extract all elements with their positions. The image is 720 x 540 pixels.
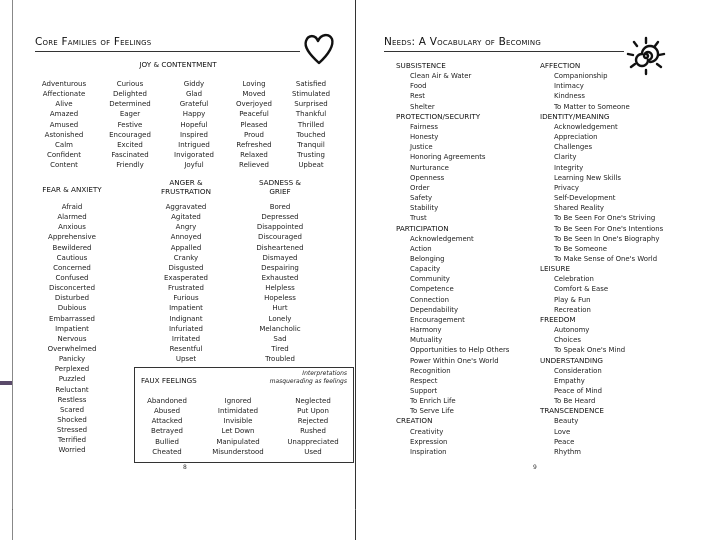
feeling-word: Reluctant <box>55 385 89 394</box>
joy-column-3 <box>161 79 227 170</box>
feeling-word: Despairing <box>261 263 299 272</box>
faux-feeling-word: Bullied <box>155 437 179 446</box>
feeling-word: Invigorated <box>174 150 214 159</box>
faux-feeling-word: Abused <box>153 407 181 416</box>
feeling-word: Embarrassed <box>49 314 95 323</box>
need-item: Action <box>410 244 432 253</box>
joy-column-5 <box>273 79 349 170</box>
need-item: Comfort & Ease <box>554 285 609 294</box>
need-item: Respect <box>410 376 438 385</box>
faux-feelings-header: FAUX FEELINGS <box>141 376 197 385</box>
need-category-heading: UNDERSTANDING <box>540 355 603 365</box>
slide-accent-bar <box>0 381 12 385</box>
need-item: Beauty <box>554 417 579 426</box>
need-category-heading: SUBSISTENCE <box>396 61 446 70</box>
feeling-word: Bored <box>269 203 291 211</box>
sadness-header-line1: SADNESS & <box>258 178 302 187</box>
faux-feeling-word: Abandoned <box>147 397 187 405</box>
need-category-heading: PARTICIPATION <box>396 223 449 233</box>
need-item: Nurturance <box>410 163 449 172</box>
need-item: Harmony <box>410 326 442 335</box>
feeling-word: Restless <box>57 395 87 404</box>
title-underline <box>35 51 300 52</box>
feeling-word: Frustrated <box>168 284 204 293</box>
need-item: Honesty <box>410 133 439 142</box>
feeling-word: Excited <box>117 140 143 149</box>
feeling-word: Terrified <box>57 436 87 445</box>
needs-left-column <box>396 61 546 457</box>
need-item: Challenges <box>554 143 593 152</box>
feeling-word: Determined <box>109 100 151 109</box>
need-category-heading: AFFECTION <box>540 61 581 70</box>
feeling-word: Confused <box>55 273 89 282</box>
anger-header-line2: FRUSTRATION <box>161 187 211 196</box>
need-item: Integrity <box>554 163 584 172</box>
feeling-word: Upbeat <box>298 161 324 170</box>
sadness-header-line2: GRIEF <box>269 187 291 196</box>
left-page <box>13 0 355 510</box>
need-item: Love <box>554 427 571 436</box>
feeling-word: Apprehensive <box>48 233 96 242</box>
need-item: Empathy <box>554 376 585 385</box>
feeling-word: Tired <box>271 344 289 353</box>
faux-feeling-word: Neglected <box>295 397 331 405</box>
feeling-word: Cranky <box>173 253 199 262</box>
need-item: Food <box>410 82 427 91</box>
need-item: To Speak One's Mind <box>554 346 626 355</box>
feeling-word: Cautious <box>56 253 88 262</box>
need-item: To Be Seen For One's Striving <box>554 214 656 223</box>
need-item: Support <box>410 387 438 395</box>
feeling-word: Disconcerted <box>48 284 96 293</box>
need-item: To Serve Life <box>410 407 454 416</box>
feeling-word: Moved <box>242 90 266 99</box>
joy-column-1 <box>31 79 97 170</box>
faux-feeling-word: Invisible <box>223 417 253 426</box>
need-item: Clarity <box>554 153 577 162</box>
feeling-word: Nervous <box>57 334 87 343</box>
feeling-word: Thankful <box>295 110 327 119</box>
feeling-word: Delighted <box>113 90 147 99</box>
feeling-word: Fascinated <box>111 150 149 159</box>
feeling-word: Grateful <box>179 100 209 109</box>
feeling-word: Troubled <box>265 355 295 364</box>
feeling-word: Confident <box>47 150 81 159</box>
page-number: 8 <box>183 464 187 471</box>
need-item: Learning New Skills <box>554 173 622 182</box>
need-item: Competence <box>410 285 454 294</box>
feeling-word: Calm <box>55 140 73 149</box>
faux-column-1 <box>135 396 199 457</box>
feeling-word: Relaxed <box>240 150 268 159</box>
need-item: Mutuality <box>410 336 443 345</box>
fear-header: FEAR & ANXIETY <box>42 185 102 194</box>
feeling-word: Scared <box>59 405 85 414</box>
need-item: Capacity <box>410 265 441 274</box>
need-item: Acknowledgement <box>554 122 618 131</box>
faux-note-line1: Interpretations <box>302 370 347 377</box>
need-item: Expression <box>410 437 448 446</box>
faux-feeling-word: Unappreciated <box>287 437 339 446</box>
faux-feeling-word: Attacked <box>151 417 183 426</box>
faux-feeling-word: Manipulated <box>216 437 260 446</box>
feeling-word: Proud <box>244 130 264 139</box>
need-category-heading: FREEDOM <box>540 314 576 324</box>
feeling-word: Panicky <box>58 355 86 364</box>
faux-feeling-word: Intimidated <box>217 407 259 416</box>
feeling-word: Overjoyed <box>236 100 272 109</box>
need-item: Stability <box>410 204 439 213</box>
faux-note-line2: masquerading as feelings <box>269 377 347 385</box>
joy-header: JOY & CONTENTMENT <box>139 60 217 69</box>
feeling-word: Melancholic <box>259 324 301 333</box>
need-item: Belonging <box>410 254 445 263</box>
faux-feelings-note <box>233 370 347 385</box>
need-category-heading: PROTECTION/SECURITY <box>396 111 481 121</box>
feeling-word: Dismayed <box>262 253 298 262</box>
feeling-word: Astonished <box>44 130 84 139</box>
faux-column-3 <box>277 396 349 457</box>
feeling-word: Peaceful <box>239 110 269 119</box>
feeling-word: Stressed <box>56 426 88 435</box>
feeling-word: Annoyed <box>170 233 202 242</box>
feeling-word: Impatient <box>169 304 203 313</box>
faux-feeling-word: Ignored <box>224 397 252 405</box>
need-category-heading: LEISURE <box>540 264 571 274</box>
need-item: Creativity <box>410 427 444 436</box>
need-item: Order <box>410 183 430 192</box>
feeling-word: Overwhelmed <box>47 344 97 353</box>
need-category-heading: CREATION <box>396 416 433 426</box>
feeling-word: Discouraged <box>258 233 302 242</box>
anger-header-line1: ANGER & <box>169 178 203 187</box>
feeling-word: Touched <box>296 130 326 139</box>
need-item: Intimacy <box>554 82 584 91</box>
feeling-word: Bewildered <box>52 243 92 252</box>
feeling-word: Agitated <box>171 213 201 222</box>
feeling-word: Refreshed <box>236 140 272 149</box>
need-item: Justice <box>410 143 433 152</box>
need-item: Self-Development <box>554 194 616 203</box>
feeling-word: Disturbed <box>54 294 90 303</box>
need-item: Inspiration <box>410 447 447 456</box>
need-item: Peace <box>554 437 575 446</box>
need-item: Appreciation <box>554 133 598 142</box>
need-item: Recognition <box>410 366 451 375</box>
feeling-word: Alarmed <box>57 213 87 222</box>
feeling-word: Afraid <box>61 203 83 211</box>
feeling-word: Exasperated <box>164 273 208 282</box>
feeling-word: Dubious <box>57 304 87 313</box>
feeling-word: Pleased <box>240 120 268 129</box>
feeling-word: Glad <box>185 90 203 99</box>
feeling-word: Hurt <box>272 304 288 313</box>
need-item: Recreation <box>554 305 591 314</box>
feeling-word: Content <box>50 161 78 170</box>
faux-feeling-word: Misunderstood <box>212 447 264 456</box>
feeling-word: Loving <box>242 80 266 88</box>
feeling-word: Adventurous <box>41 80 87 88</box>
feeling-word: Lonely <box>268 314 292 323</box>
faux-feeling-word: Cheated <box>152 447 182 456</box>
feeling-word: Happy <box>182 110 206 119</box>
feeling-word: Surprised <box>294 100 328 109</box>
feeling-word: Depressed <box>261 213 299 222</box>
need-item: To Be Someone <box>554 244 607 253</box>
page-title: Needs: A Vocabulary of Becoming <box>384 36 541 48</box>
feeling-word: Indignant <box>169 314 203 323</box>
feeling-word: Festive <box>117 120 143 129</box>
need-item: To Matter to Someone <box>554 102 630 111</box>
feeling-word: Disgusted <box>168 263 204 272</box>
need-item: Peace of Mind <box>554 387 603 395</box>
faux-feeling-word: Betrayed <box>151 427 183 436</box>
feeling-word: Aggravated <box>165 203 207 211</box>
feeling-word: Hopeful <box>180 120 208 129</box>
need-item: Honoring Agreements <box>410 153 486 162</box>
need-item: Shared Reality <box>554 204 604 213</box>
feeling-word: Concerned <box>53 263 91 272</box>
anger-column <box>143 202 229 364</box>
feeling-word: Exhausted <box>261 273 299 282</box>
need-item: To Be Seen In One's Biography <box>554 234 660 243</box>
feeling-word: Intrigued <box>178 140 210 149</box>
feeling-word: Relieved <box>239 161 269 170</box>
feeling-word: Resentful <box>169 344 203 353</box>
feeling-word: Encouraged <box>109 130 151 139</box>
feeling-word: Tranquil <box>297 140 325 149</box>
feeling-word: Eager <box>119 110 141 119</box>
feeling-word: Angry <box>175 223 197 232</box>
feeling-word: Helpless <box>265 284 295 293</box>
need-item: Acknowledgement <box>410 234 474 243</box>
need-item: Shelter <box>410 102 435 111</box>
need-item: Companionship <box>554 72 608 81</box>
feeling-word: Satisfied <box>295 80 327 88</box>
faux-feeling-word: Used <box>304 447 322 456</box>
need-item: Clean Air & Water <box>410 72 472 81</box>
need-item: Fairness <box>410 122 438 131</box>
feeling-word: Irritated <box>171 334 201 343</box>
need-item: Openness <box>410 173 445 182</box>
need-item: Choices <box>554 336 581 345</box>
feeling-word: Disappointed <box>256 223 304 232</box>
faux-feeling-word: Put Upon <box>297 407 329 416</box>
heart-icon <box>303 32 335 66</box>
feeling-word: Amazed <box>49 110 79 119</box>
need-item: To Be Heard <box>554 397 596 406</box>
joy-column-2 <box>97 79 163 170</box>
faux-feeling-word: Let Down <box>221 427 255 436</box>
need-item: To Be Seen For One's Intentions <box>554 224 664 233</box>
need-item: Privacy <box>554 183 579 192</box>
feeling-word: Impatient <box>55 324 89 333</box>
need-item: Community <box>410 275 450 284</box>
feeling-word: Worried <box>58 446 86 455</box>
need-item: Opportunities to Help Others <box>410 346 510 355</box>
need-item: To Enrich Life <box>410 397 456 406</box>
anger-header <box>143 178 229 196</box>
needs-right-column <box>540 61 718 457</box>
title-underline <box>384 51 624 52</box>
faux-column-2 <box>199 396 277 457</box>
feeling-word: Alive <box>55 100 73 109</box>
page-number: 9 <box>533 464 537 471</box>
need-item: Power Within One's World <box>410 356 499 365</box>
feeling-word: Anxious <box>58 223 86 232</box>
feeling-word: Joyful <box>184 161 204 170</box>
need-item: Celebration <box>554 275 594 284</box>
need-item: Consideration <box>554 366 602 375</box>
feeling-word: Hopeless <box>264 294 296 303</box>
feeling-word: Thrilled <box>297 120 325 129</box>
feeling-word: Upset <box>175 355 197 364</box>
page-title: Core Families of Feelings <box>35 36 152 48</box>
feeling-word: Furious <box>173 294 199 303</box>
need-item: Rhythm <box>554 447 582 456</box>
need-item: Autonomy <box>554 326 590 335</box>
need-category-heading: TRANSCENDENCE <box>540 406 604 416</box>
feeling-word: Infuriated <box>168 324 203 333</box>
need-item: Safety <box>410 194 433 203</box>
feeling-word: Giddy <box>183 80 205 88</box>
feeling-word: Affectionate <box>42 90 86 99</box>
need-item: Rest <box>410 92 426 101</box>
right-page <box>356 0 720 510</box>
feeling-word: Disheartened <box>256 243 304 252</box>
need-item: Encouragement <box>410 315 465 324</box>
need-category-heading: IDENTITY/MEANING <box>540 111 610 121</box>
feeling-word: Friendly <box>116 161 144 170</box>
need-item: Kindness <box>554 92 585 101</box>
faux-feeling-word: Rushed <box>300 427 326 436</box>
feeling-word: Stimulated <box>291 90 331 99</box>
feeling-word: Trusting <box>297 150 325 159</box>
need-item: Play & Fun <box>554 295 591 304</box>
feeling-word: Curious <box>116 80 144 88</box>
feeling-word: Amused <box>49 120 79 129</box>
need-item: To Make Sense of One's World <box>554 254 658 263</box>
feeling-word: Sad <box>273 334 287 343</box>
need-item: Dependability <box>410 305 459 314</box>
sadness-header <box>237 178 323 196</box>
need-item: Trust <box>410 214 427 223</box>
feeling-word: Inspired <box>179 130 208 139</box>
faux-feeling-word: Rejected <box>297 417 329 426</box>
feeling-word: Shocked <box>57 415 87 424</box>
sadness-column <box>237 202 323 364</box>
fear-column <box>27 202 117 456</box>
feeling-word: Puzzled <box>58 375 86 384</box>
need-item: Connection <box>410 295 449 304</box>
feeling-word: Appalled <box>170 243 202 252</box>
feeling-word: Perplexed <box>54 365 90 374</box>
